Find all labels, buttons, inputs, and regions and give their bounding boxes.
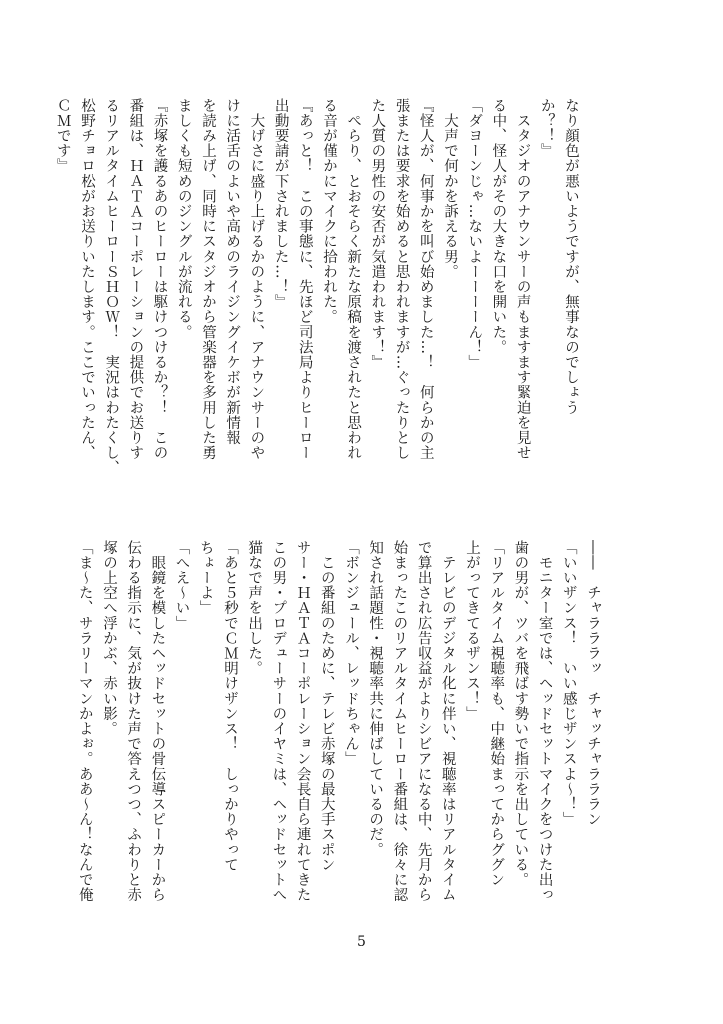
text-line: ＣＭです』: [54, 98, 71, 174]
text-line: 大声で何かを訴える男。: [441, 98, 458, 280]
text-line: モニター室では、ヘッドセットマイクをつけた出っ: [536, 540, 553, 903]
text-line: 猫なで声を出した。: [246, 540, 263, 676]
text-line: 歯の男が、ツバを飛ばす勢いで指示を出している。: [512, 540, 529, 888]
text-line: 出動要請が下されました…！』: [272, 98, 289, 310]
text-line: ぺらり、とおそらく新たな原稿を渡されたと思われ: [345, 98, 362, 461]
text-line: 始まったこのリアルタイムヒーロー番組は、徐々に認: [391, 540, 408, 903]
text-line: 「へえ〜い」: [173, 540, 190, 631]
text-line: 眼鏡を模したヘッドセットの骨伝導スピーカーから: [149, 540, 166, 903]
text-line: 「ま〜た、サラリーマンかよぉ。ああ〜ん！なんで俺: [76, 540, 93, 903]
text-line: るリアルタイムヒーローＳＨＯＷ！ 実況はわたくし、: [103, 98, 120, 476]
text-line: 上がってきてるザンス！」: [463, 540, 480, 722]
text-line: 『赤塚を護るあのヒーローは駆けつけるか？！ この: [151, 98, 168, 461]
text-line: 「いいザンス！ いい感じザンスよ〜！」: [560, 540, 577, 827]
text-line: 伝わる指示に、気が抜けた声で答えつつ、ふわりと赤: [125, 540, 142, 903]
text-line: 松野チョロ松がお送りいたします。ここでいったん、: [78, 98, 95, 461]
text-line: この男・プロデューサーのイヤミは、ヘッドセットへ: [270, 540, 287, 903]
text-line: けに活舌のよいや高めのライジングイケボが新情報: [224, 98, 241, 446]
text-line: 『怪人が、何事かを叫び始めました…！ 何らかの主: [417, 98, 434, 461]
text-line: 大げさに盛り上げるかのように、アナウンサーのや: [248, 98, 265, 461]
text-line: 塚の上空へ浮かぶ、赤い影。: [100, 540, 117, 737]
lower-text-block: [76, 540, 605, 920]
text-line: ちょーよ」: [197, 540, 214, 616]
text-line: この番組のために、テレビ赤塚の最大手スポン: [318, 540, 335, 873]
text-line: る音が僅かにマイクに拾われた。: [320, 98, 337, 325]
text-line: 番組は、ＨＡＴＡコーポレーションの提供でお送りす: [127, 98, 144, 461]
text-line: を読み上げ、同時にスタジオから管楽器を多用した勇: [199, 98, 216, 461]
text-line: 「あと５秒でＣＭ明けザンス！ しっかりやって: [221, 540, 238, 873]
text-line: スタジオのアナウンサーの声もますます緊迫を見せ: [514, 98, 531, 461]
text-line: ましくも短めのジングルが流れる。: [175, 98, 192, 340]
text-line: 「ボンジュール、レッドちゃん」: [342, 540, 359, 767]
text-line: で算出され広告収益がよりシビアになる中、先月から: [415, 540, 432, 903]
text-line: た人質の男性の安否が気遣われます！』: [369, 98, 386, 370]
text-line: 『あっと！ この事態に、先ほど司法局よりヒーロー: [296, 98, 313, 461]
text-line: サー・ＨＡＴＡコーポレーション会長自ら連れてきた: [294, 540, 311, 903]
text-line: なり顔色が悪いようですが、無事なのでしょう: [563, 98, 579, 416]
text-line: ―― チャラララッ チャッチャラララン: [585, 540, 601, 827]
text-line: 張または要求を始めると思われますが…ぐったりとし: [393, 98, 410, 461]
text-line: 「リアルタイム視聴率も、中継始まってからググン: [488, 540, 505, 888]
upper-text-block: [54, 98, 583, 498]
text-line: テレビのデジタル化に伴い、視聴率はリアルタイム: [439, 540, 456, 903]
text-line: 知され話題性・視聴率共に伸ばしているのだ。: [367, 540, 384, 858]
text-line: 「ダヨーンじゃ…ないよーーーーん！」: [466, 98, 483, 370]
text-line: る中、怪人がその大きな口を開いた。: [490, 98, 507, 355]
text-line: か？！』: [538, 98, 555, 159]
page-number: 5: [357, 934, 366, 950]
